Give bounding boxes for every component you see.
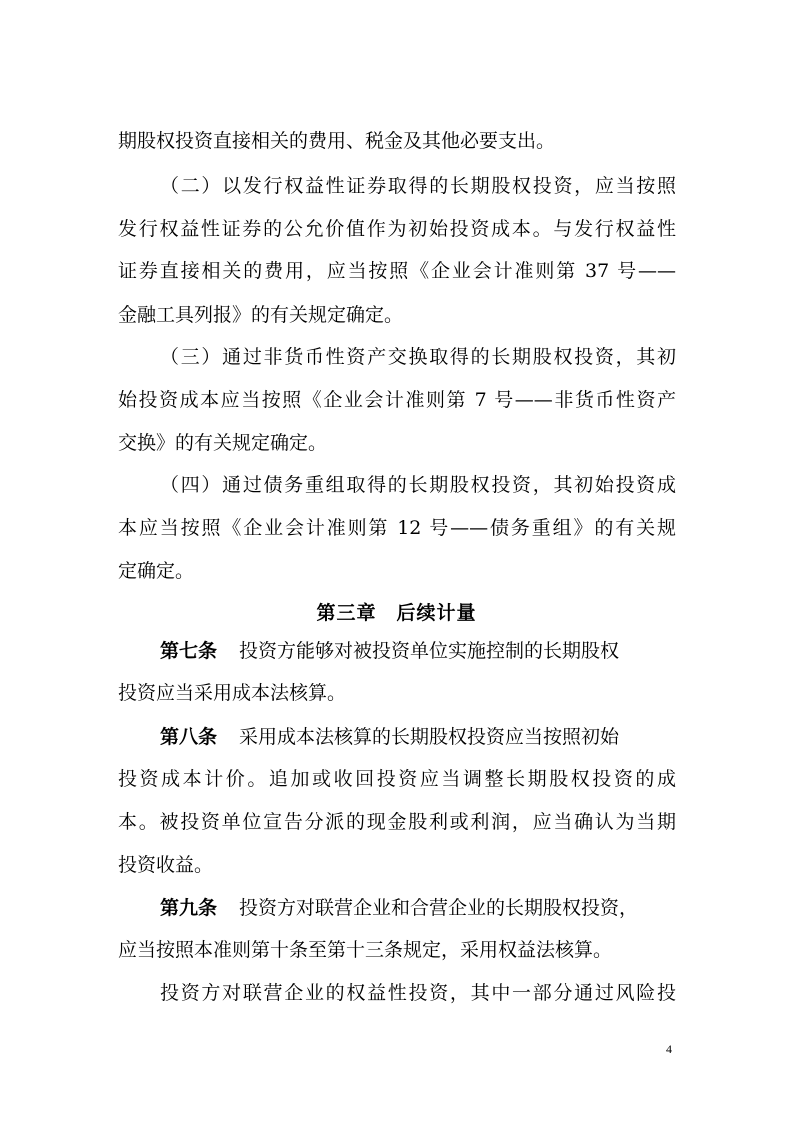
chapter-heading: 第三章 后续计量 <box>316 602 477 624</box>
paragraph-line: 发行权益性证券的公允价值作为初始投资成本。与发行权益性 <box>118 218 676 240</box>
paragraph-line: 期股权投资直接相关的费用、税金及其他必要支出。 <box>118 130 556 152</box>
article-8-line-3: 本。被投资单位宣告分派的现金股利或利润，应当确认为当期 <box>118 811 676 833</box>
article-7-line-2: 投资应当采用成本法核算。 <box>118 682 347 704</box>
paragraph-line: 定确定。 <box>118 560 195 582</box>
paragraph-line: 交换》的有关规定确定。 <box>118 432 328 454</box>
article-9-line-1 <box>160 896 676 920</box>
article-7-text: 投资方能够对被投资单位实施控制的长期股权 <box>239 640 620 662</box>
article-9-text: 投资方对联营企业和合营企业的长期股权投资， <box>239 897 639 919</box>
article-9-label: 第九条 <box>160 897 218 919</box>
article-8-line-2: 投资成本计价。追加或收回投资应当调整长期股权投资的成 <box>118 768 676 790</box>
paragraph-line: （二）以发行权益性证券取得的长期股权投资，应当按照 <box>160 175 676 197</box>
paragraph-line: （四）通过债务重组取得的长期股权投资，其初始投资成 <box>160 474 676 496</box>
paragraph-line: （三）通过非货币性资产交换取得的长期股权投资，其初 <box>160 346 676 368</box>
article-8-line-1 <box>160 725 676 749</box>
article-7-line-1 <box>160 639 676 663</box>
article-8-label: 第八条 <box>160 726 218 748</box>
paragraph-line: 投资方对联营企业的权益性投资，其中一部分通过风险投 <box>160 982 676 1004</box>
article-8-text: 采用成本法核算的长期股权投资应当按照初始 <box>239 726 620 748</box>
paragraph-line: 始投资成本应当按照《企业会计准则第 7 号——非货币性资产 <box>118 389 676 411</box>
paragraph-line: 证券直接相关的费用，应当按照《企业会计准则第 37 号—— <box>118 260 676 282</box>
article-9-line-2: 应当按照本准则第十条至第十三条规定，采用权益法核算。 <box>118 939 613 961</box>
paragraph-line: 本应当按照《企业会计准则第 12 号——债务重组》的有关规 <box>118 517 676 539</box>
page-number: 4 <box>666 1042 672 1056</box>
article-8-line-4: 投资收益。 <box>118 854 214 876</box>
paragraph-line: 金融工具列报》的有关规定确定。 <box>118 304 404 326</box>
article-7-label: 第七条 <box>160 640 218 662</box>
